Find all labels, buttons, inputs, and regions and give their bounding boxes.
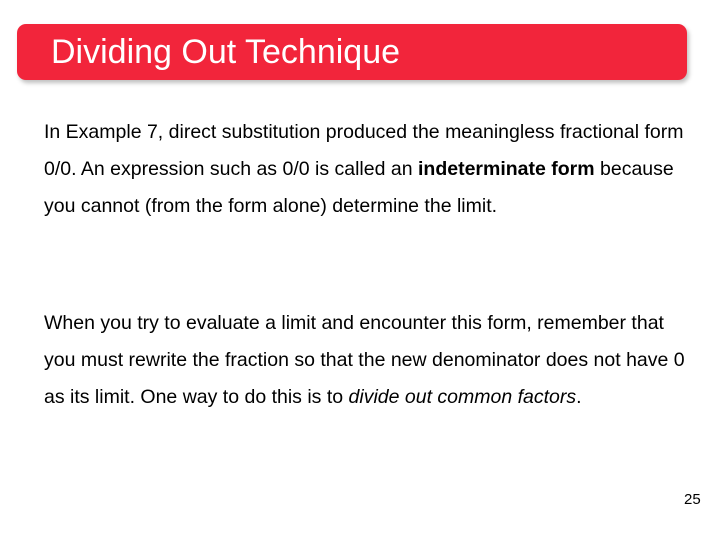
paragraph1-text-start: In Example 7, direct substitution produced the meaningless fractional form 0/0. An expression such as 0/0 is called an — [44, 121, 684, 180]
indeterminate-form-term: indeterminate form — [417, 158, 595, 180]
divide-out-term: divide out common factors — [348, 386, 577, 408]
slide-title: Dividing Out Technique — [51, 33, 401, 71]
paragraph1-text-end: because you cannot (from the form alone) determine the limit. — [44, 158, 674, 217]
paragraph-indeterminate-form — [44, 114, 694, 225]
paragraph-rewrite-fraction — [44, 305, 694, 416]
paragraph2-text-end: . — [576, 386, 582, 408]
page-number: 25 — [684, 491, 701, 508]
paragraph2-text-start: When you try to evaluate a limit and encounter this form, remember that you must rewrite the fraction so that the new denominator does not have 0 as its limit. One way to do this is to — [44, 312, 685, 408]
title-banner — [17, 24, 687, 80]
